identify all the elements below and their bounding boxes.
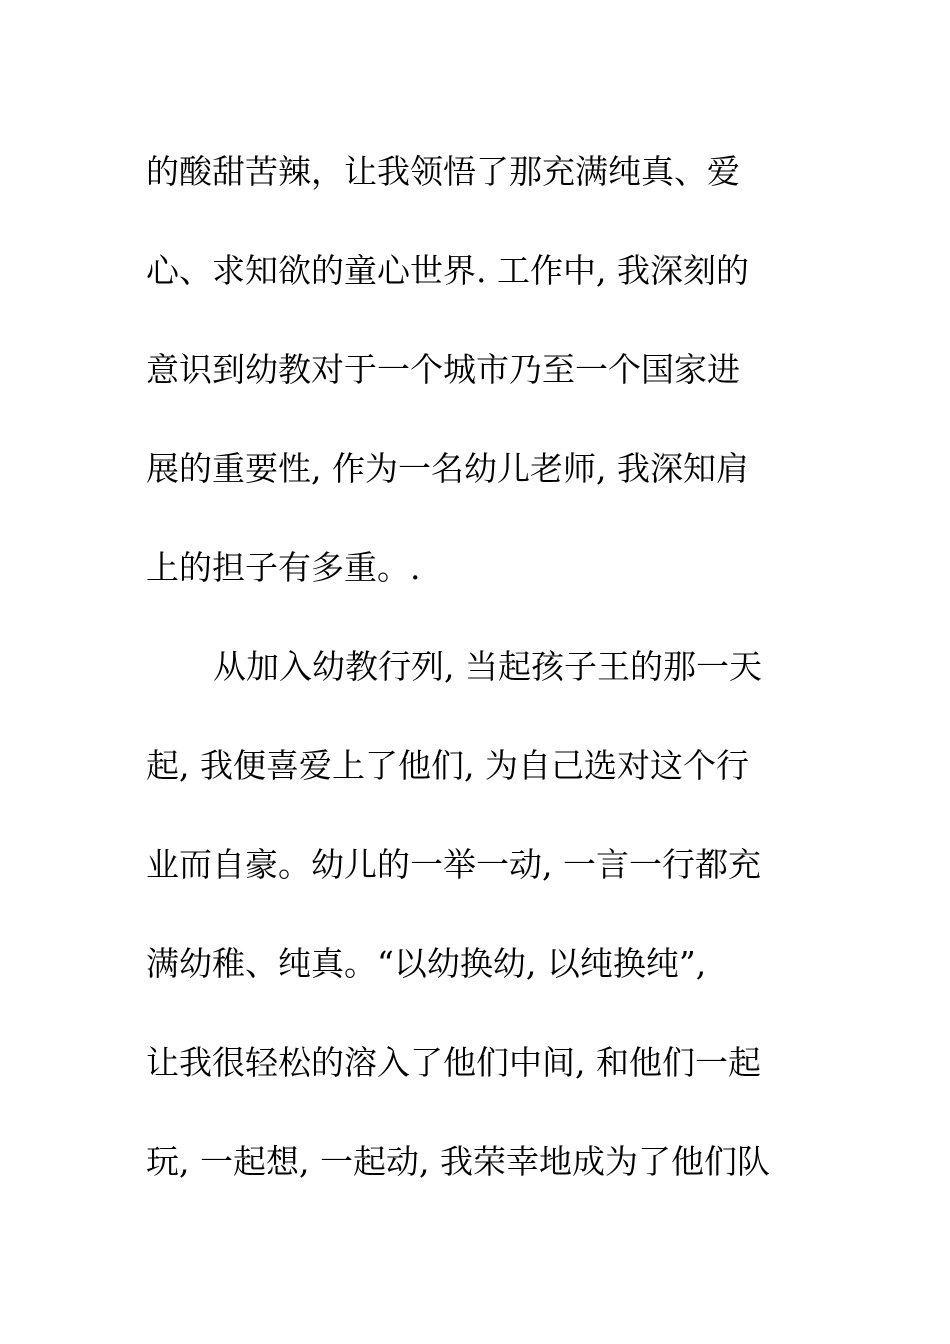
text-line: 展的重要性, 作为一名幼儿老师, 我深知肩 bbox=[146, 449, 749, 488]
text-line: 业而自豪。幼儿的一举一动, 一言一行都充 bbox=[146, 845, 761, 884]
text-line: 让我很轻松的溶入了他们中间, 和他们一起 bbox=[146, 1043, 761, 1082]
paragraph-start-line: 从加入幼教行列, 当起孩子王的那一天 bbox=[213, 647, 762, 686]
text-line: 满幼稚、纯真。“以幼换幼, 以纯换纯”, bbox=[146, 944, 707, 983]
text-line: 的酸甜苦辣，让我领悟了那充满纯真、爱 bbox=[146, 152, 740, 191]
text-line: 心、求知欲的童心世界. 工作中, 我深刻的 bbox=[146, 251, 749, 290]
text-line: 意识到幼教对于一个城市乃至一个国家进 bbox=[146, 350, 740, 389]
text-line: 起, 我便喜爱上了他们, 为自己选对这个行 bbox=[146, 746, 749, 785]
text-line: 上的担子有多重。. bbox=[146, 548, 421, 587]
body-text bbox=[146, 122, 806, 1211]
text-line: 玩, 一起想, 一起动, 我荣幸地成为了他们队 bbox=[146, 1142, 770, 1181]
